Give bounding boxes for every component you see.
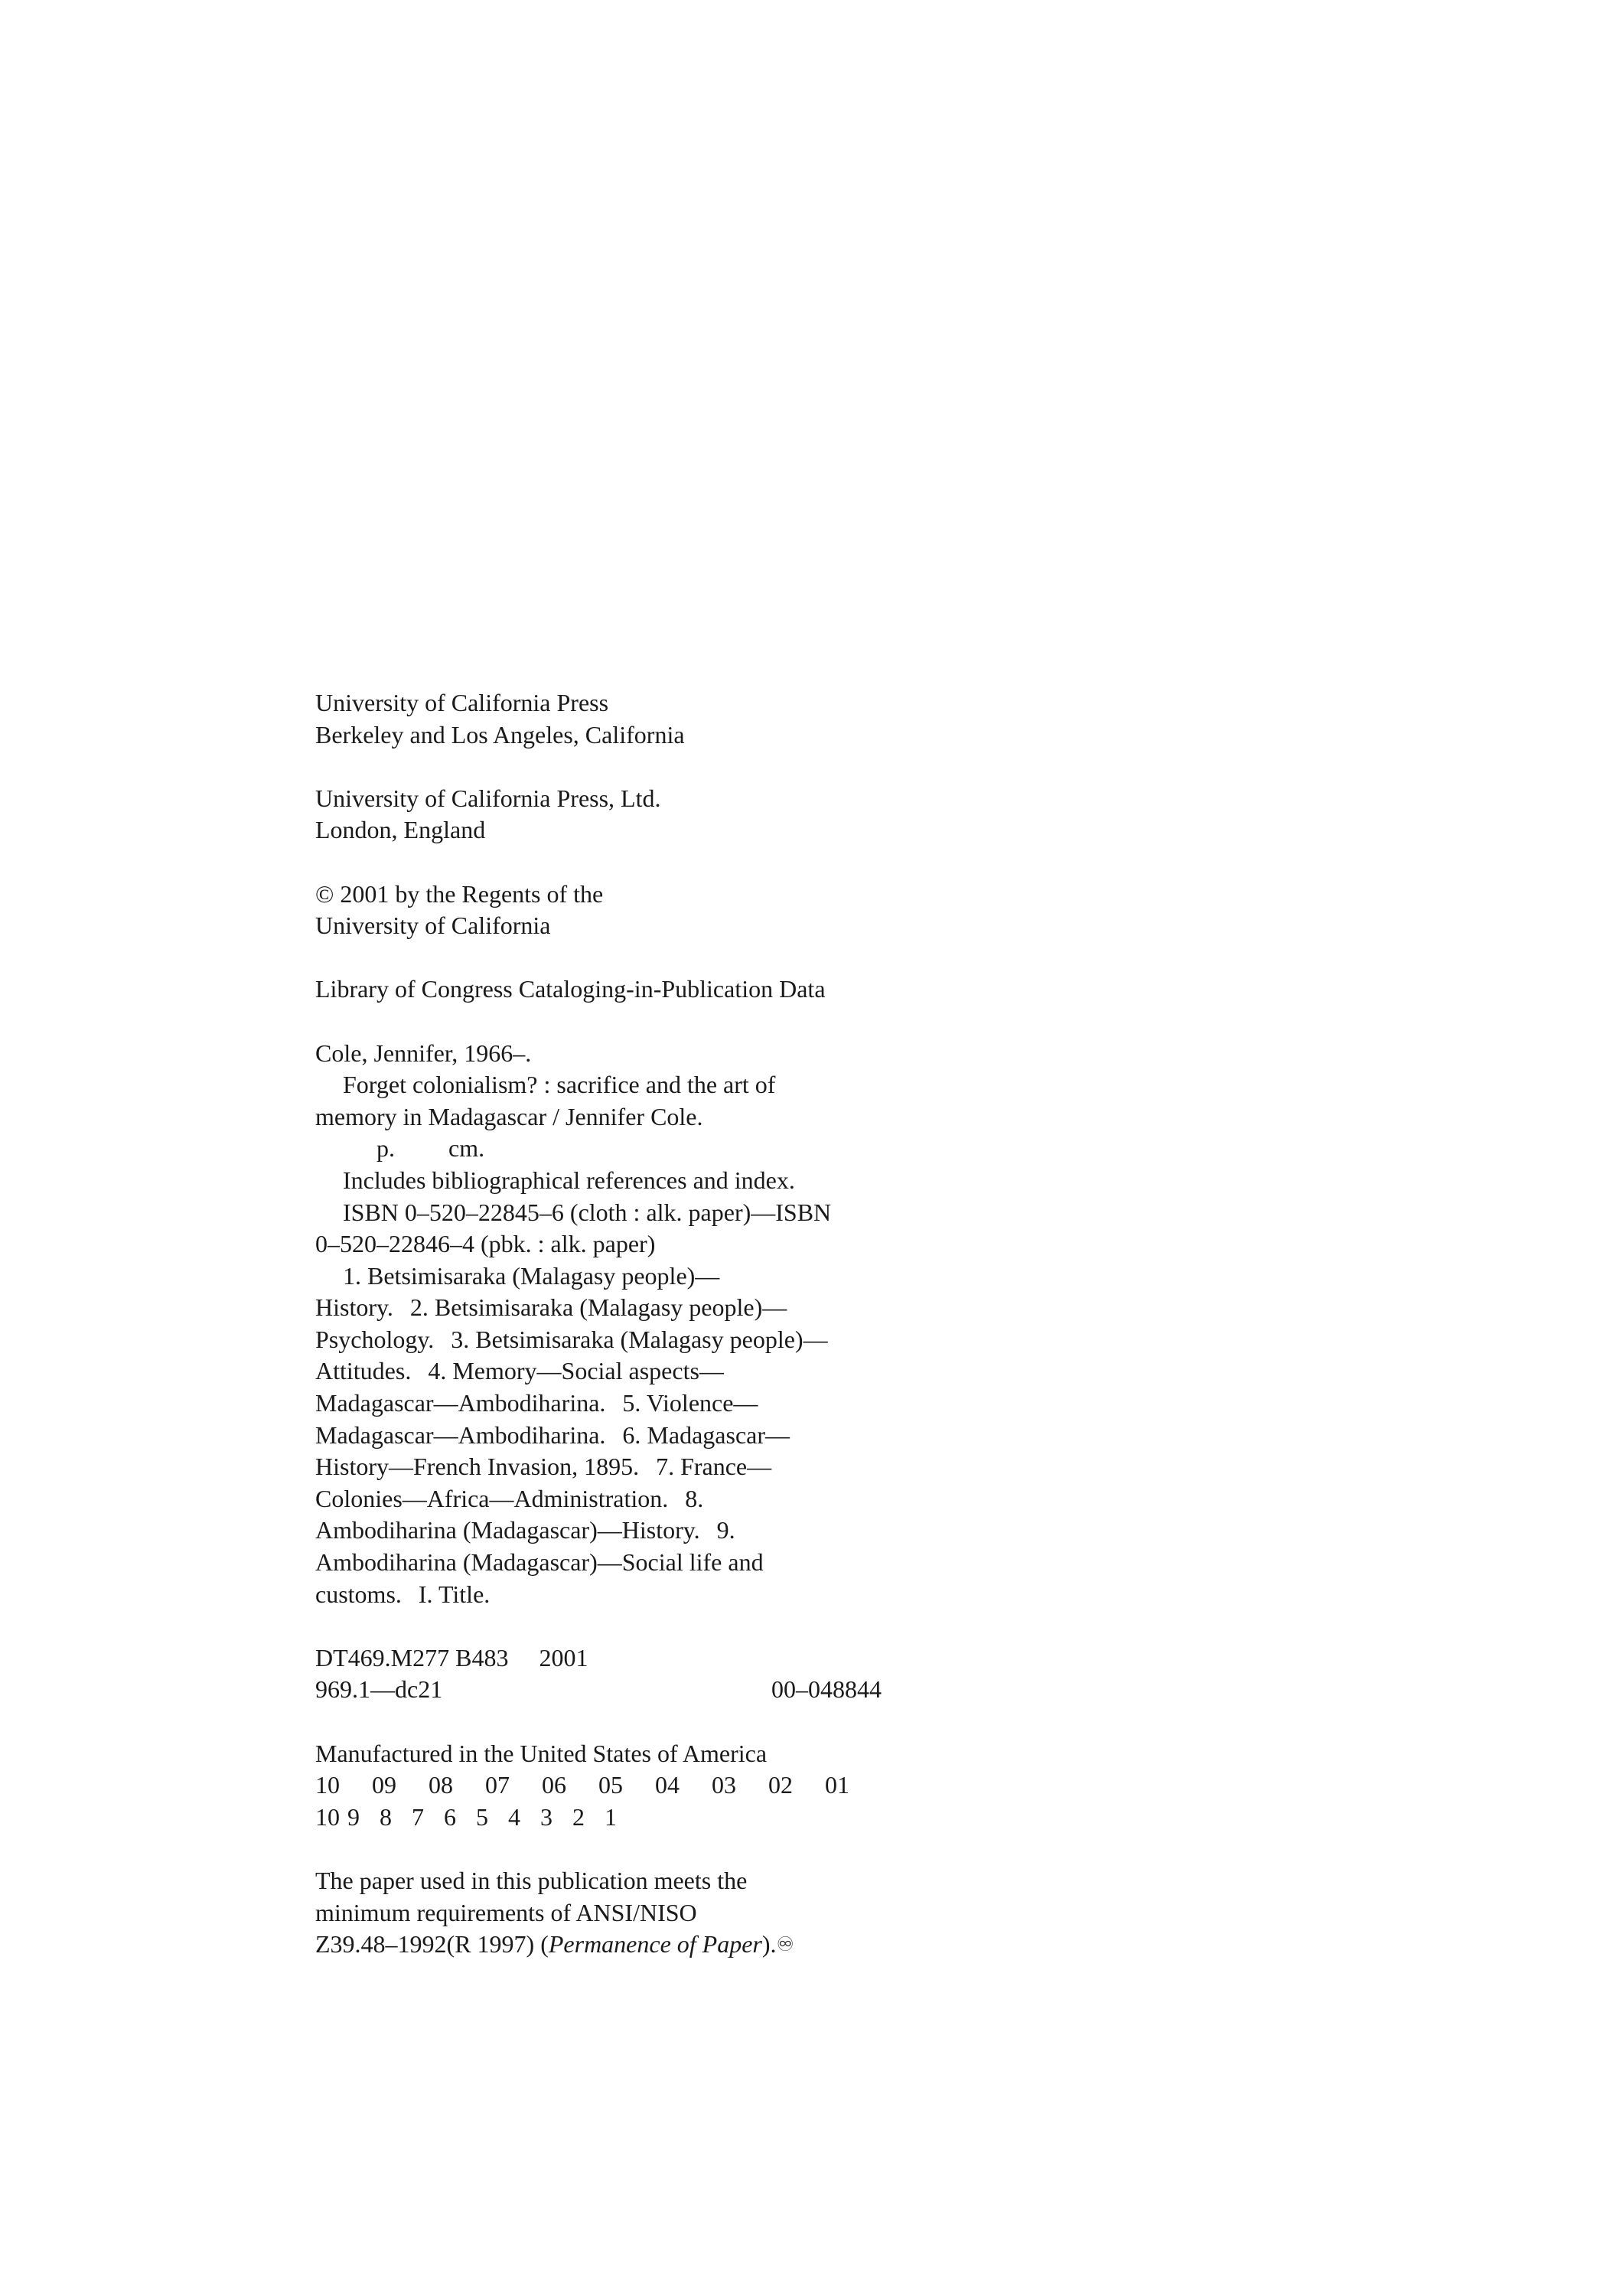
cip-physical	[315, 1133, 943, 1165]
print-year: 07	[485, 1771, 510, 1799]
cip-heading-block	[315, 974, 943, 1006]
print-number: 8	[380, 1802, 392, 1831]
print-year: 05	[598, 1771, 623, 1799]
cip-subject-line	[315, 1292, 943, 1324]
cip-subject-b: 6. Madagascar—	[622, 1420, 790, 1449]
lc-classification-row	[315, 1642, 943, 1675]
cip-subject-b: I. Title.	[418, 1580, 491, 1608]
paper-standard: Z39.48–1992(R 1997) (	[315, 1930, 549, 1958]
cip-subject-line	[315, 1324, 943, 1356]
lc-year: 2001	[539, 1643, 588, 1671]
cip-subject-line	[315, 1261, 943, 1293]
publisher-uk	[315, 783, 943, 846]
cip-biblio: Includes bibliographical references and index.	[343, 1166, 795, 1194]
paper-line-3	[315, 1929, 943, 1961]
print-year: 03	[712, 1771, 736, 1799]
cip-subject-line	[315, 1547, 943, 1579]
print-number: 4	[508, 1802, 520, 1831]
manufacture-block	[315, 1738, 943, 1834]
cip-subject-b: 5. Violence—	[622, 1389, 758, 1417]
cip-subject-line	[315, 1388, 943, 1420]
print-number: 3	[540, 1802, 553, 1831]
cip-title-line-1: Forget colonialism? : sacrifice and the art of	[343, 1071, 776, 1099]
cip-subject-line	[315, 1420, 943, 1452]
publisher-uk-place: London, England	[315, 816, 486, 844]
manufactured-line: Manufactured in the United States of America	[315, 1739, 768, 1767]
cip-subject-b: 4. Memory—Social aspects—	[428, 1357, 724, 1385]
permanence-of-paper: Permanence of Paper	[548, 1930, 762, 1958]
cip-title-line-2: memory in Madagascar / Jennifer Cole.	[315, 1102, 703, 1130]
cip-author: Cole, Jennifer, 1966–.	[315, 1039, 532, 1067]
cip-subject-line	[315, 1515, 943, 1547]
print-number: 7	[412, 1802, 424, 1831]
paper-standard-end: ).	[761, 1930, 777, 1958]
cip-subject-a: Ambodiharina (Madagascar)—History.	[315, 1516, 700, 1544]
cip-subject-a: 1. Betsimisaraka (Malagasy people)—	[343, 1261, 720, 1290]
print-numbers	[315, 1802, 943, 1834]
publisher-us	[315, 687, 943, 751]
dewey-row	[315, 1674, 882, 1706]
infinity-symbol-icon: ♾	[776, 1933, 794, 1956]
print-number: 1	[605, 1802, 617, 1831]
print-number: 5	[476, 1802, 488, 1831]
cip-subject-a: Colonies—Africa—Administration.	[315, 1484, 669, 1512]
cip-subject-b: 2. Betsimisaraka (Malagasy people)—	[409, 1293, 787, 1322]
cip-subject-b: 8.	[685, 1484, 704, 1512]
cip-isbn-line-2: 0–520–22846–4 (pbk. : alk. paper)	[315, 1230, 656, 1258]
copyright-line-2: University of California	[315, 912, 551, 940]
publisher-us-place: Berkeley and Los Angeles, California	[315, 720, 685, 748]
print-number: 2	[572, 1802, 585, 1831]
print-year: 02	[768, 1771, 793, 1799]
cip-subject-a: customs.	[315, 1580, 402, 1608]
cip-isbn-line-1: ISBN 0–520–22845–6 (cloth : alk. paper)—ISBN	[343, 1198, 832, 1226]
cip-subject-line	[315, 1579, 943, 1611]
cip-heading: Library of Congress Cataloging-in-Publication Data	[315, 975, 826, 1003]
cip-subject-a: Madagascar—Ambodiharina.	[315, 1389, 606, 1417]
cip-subject-a: Madagascar—Ambodiharina.	[315, 1420, 606, 1449]
print-year: 10	[315, 1771, 340, 1799]
cip-p: p.	[376, 1134, 395, 1163]
print-year: 01	[825, 1771, 849, 1799]
paper-line-2: minimum requirements of ANSI/NISO	[315, 1898, 697, 1926]
lccn: 00–048844	[771, 1675, 882, 1704]
paper-notice	[315, 1865, 943, 1961]
cip-subject-line	[315, 1451, 943, 1483]
print-years	[315, 1769, 943, 1802]
paper-line-1: The paper used in this publication meets the	[315, 1866, 748, 1894]
cip-subject-line	[315, 1483, 943, 1515]
cip-subject-b: 7. France—	[656, 1453, 772, 1481]
cip-subject-a: Ambodiharina (Madagascar)—Social life and	[315, 1548, 764, 1577]
cip-subject-line	[315, 1355, 943, 1388]
cip-subject-a: History.	[315, 1293, 393, 1322]
print-number: 9	[347, 1802, 360, 1831]
cip-subject-a: Attitudes.	[315, 1357, 412, 1385]
print-number: 6	[444, 1802, 456, 1831]
print-year: 04	[655, 1771, 680, 1799]
print-number: 10	[315, 1802, 340, 1831]
cip-subject-b: 3. Betsimisaraka (Malagasy people)—	[451, 1325, 828, 1353]
cip-subject-a: Psychology.	[315, 1325, 435, 1353]
classification	[315, 1642, 943, 1706]
cip-cm: cm.	[448, 1134, 485, 1163]
print-year: 06	[542, 1771, 566, 1799]
cip-subject-b: 9.	[716, 1516, 735, 1544]
copyright-page	[315, 687, 943, 1961]
print-year: 08	[429, 1771, 453, 1799]
dewey: 969.1—dc21	[315, 1675, 443, 1704]
cip-record	[315, 1038, 943, 1611]
cip-subject-a: History—French Invasion, 1895.	[315, 1453, 640, 1481]
lc-class: DT469.M277 B483	[315, 1643, 509, 1671]
publisher-us-name: University of California Press	[315, 689, 609, 716]
publisher-uk-name: University of California Press, Ltd.	[315, 784, 661, 812]
print-year: 09	[372, 1771, 396, 1799]
copyright-notice	[315, 879, 943, 942]
copyright-line-1: © 2001 by the Regents of the	[315, 879, 604, 908]
